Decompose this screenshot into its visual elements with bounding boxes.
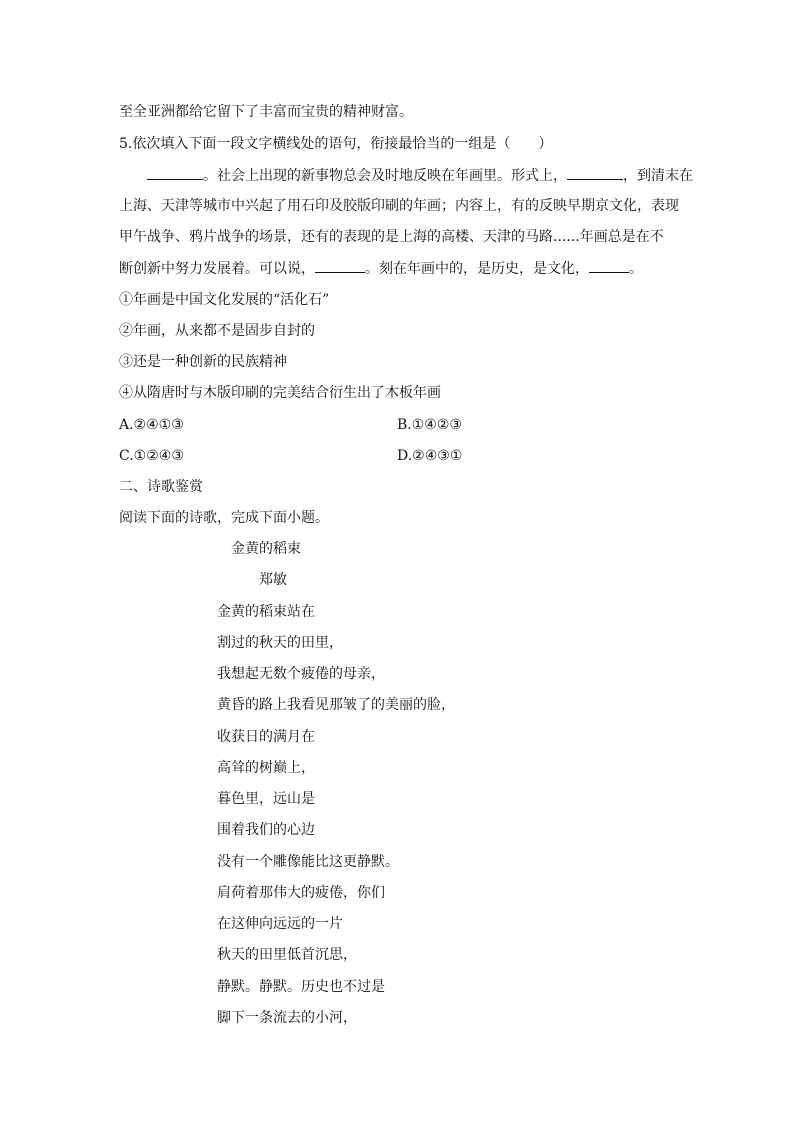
section-2-instruction: 阅读下面的诗歌，完成下面小题。 — [119, 510, 329, 526]
statement-3: ③还是一种创新的民族精神 — [119, 354, 287, 370]
option-d[interactable]: D.②④③① — [397, 448, 463, 464]
passage-line-1 — [147, 165, 693, 185]
option-b[interactable]: B.①④②③ — [397, 417, 462, 433]
option-a[interactable]: A.②④①③ — [119, 417, 184, 433]
poem-line: 在这伸向远远的一片 — [217, 916, 343, 932]
poem-line: 脚下一条流去的小河， — [217, 1010, 357, 1026]
statement-1: ①年画是中国文化发展的“活化石” — [119, 292, 330, 308]
poem-line: 黄昏的路上我看见那皱了的美丽的脸， — [217, 697, 455, 713]
passage-text-1a: 。社会上出现的新事物总会及时地反映在年画里。形式上， — [203, 168, 567, 184]
poem-author: 郑敏 — [259, 572, 287, 588]
poem-line: 割过的秋天的田里， — [217, 635, 343, 651]
poem-title: 金黄的稻束 — [231, 541, 301, 557]
passage-text-4b: 。刻在年画中的，是历史，是文化， — [365, 261, 589, 277]
poem-line: 高耸的树巅上， — [217, 760, 315, 776]
passage-text-1b: ，到清末在 — [623, 168, 693, 184]
option-c[interactable]: C.①②④③ — [119, 448, 184, 464]
passage-line-3: 甲午战争、鸦片战争的场景，还有的表现的是上海的高楼、天津的马路......年画总是在不 — [119, 229, 664, 245]
passage-text-4a: 断创新中努力发展着。可以说， — [119, 261, 315, 277]
statement-2: ②年画，从来都不是固步自封的 — [119, 323, 315, 339]
statement-4: ④从隋唐时与木版印刷的完美结合衍生出了木板年画 — [119, 385, 441, 401]
answer-blank-3 — [315, 258, 365, 273]
answer-blank-4 — [589, 258, 629, 273]
passage-line-2: 上海、天津等城市中兴起了用石印及胶版印刷的年画；内容上，有的反映早期京文化，表现 — [119, 198, 679, 214]
passage-line-4 — [119, 258, 643, 278]
question-5-stem: 5.依次填入下面一段文字横线处的语句，衔接最恰当的一组是（ ） — [119, 136, 553, 152]
poem-line: 没有一个雕像能比这更静默。 — [217, 854, 399, 870]
poem-line: 我想起无数个疲倦的母亲， — [217, 666, 385, 682]
section-2-heading: 二、诗歌鉴赏 — [119, 479, 203, 495]
passage-text-4c: 。 — [629, 261, 643, 277]
answer-blank-1 — [147, 165, 203, 180]
poem-line: 围着我们的心边 — [217, 822, 315, 838]
poem-line: 肩荷着那伟大的疲倦，你们 — [217, 885, 385, 901]
poem-line: 收获日的满月在 — [217, 729, 315, 745]
poem-line: 秋天的田里低首沉思， — [217, 947, 357, 963]
poem-line: 静默。静默。历史也不过是 — [217, 979, 385, 995]
prev-paragraph-tail: 至全亚洲都给它留下了丰富而宝贵的精神财富。 — [119, 104, 413, 120]
answer-blank-2 — [567, 165, 623, 180]
poem-line: 暮色里，远山是 — [217, 791, 315, 807]
poem-line: 金黄的稻束站在 — [217, 604, 315, 620]
